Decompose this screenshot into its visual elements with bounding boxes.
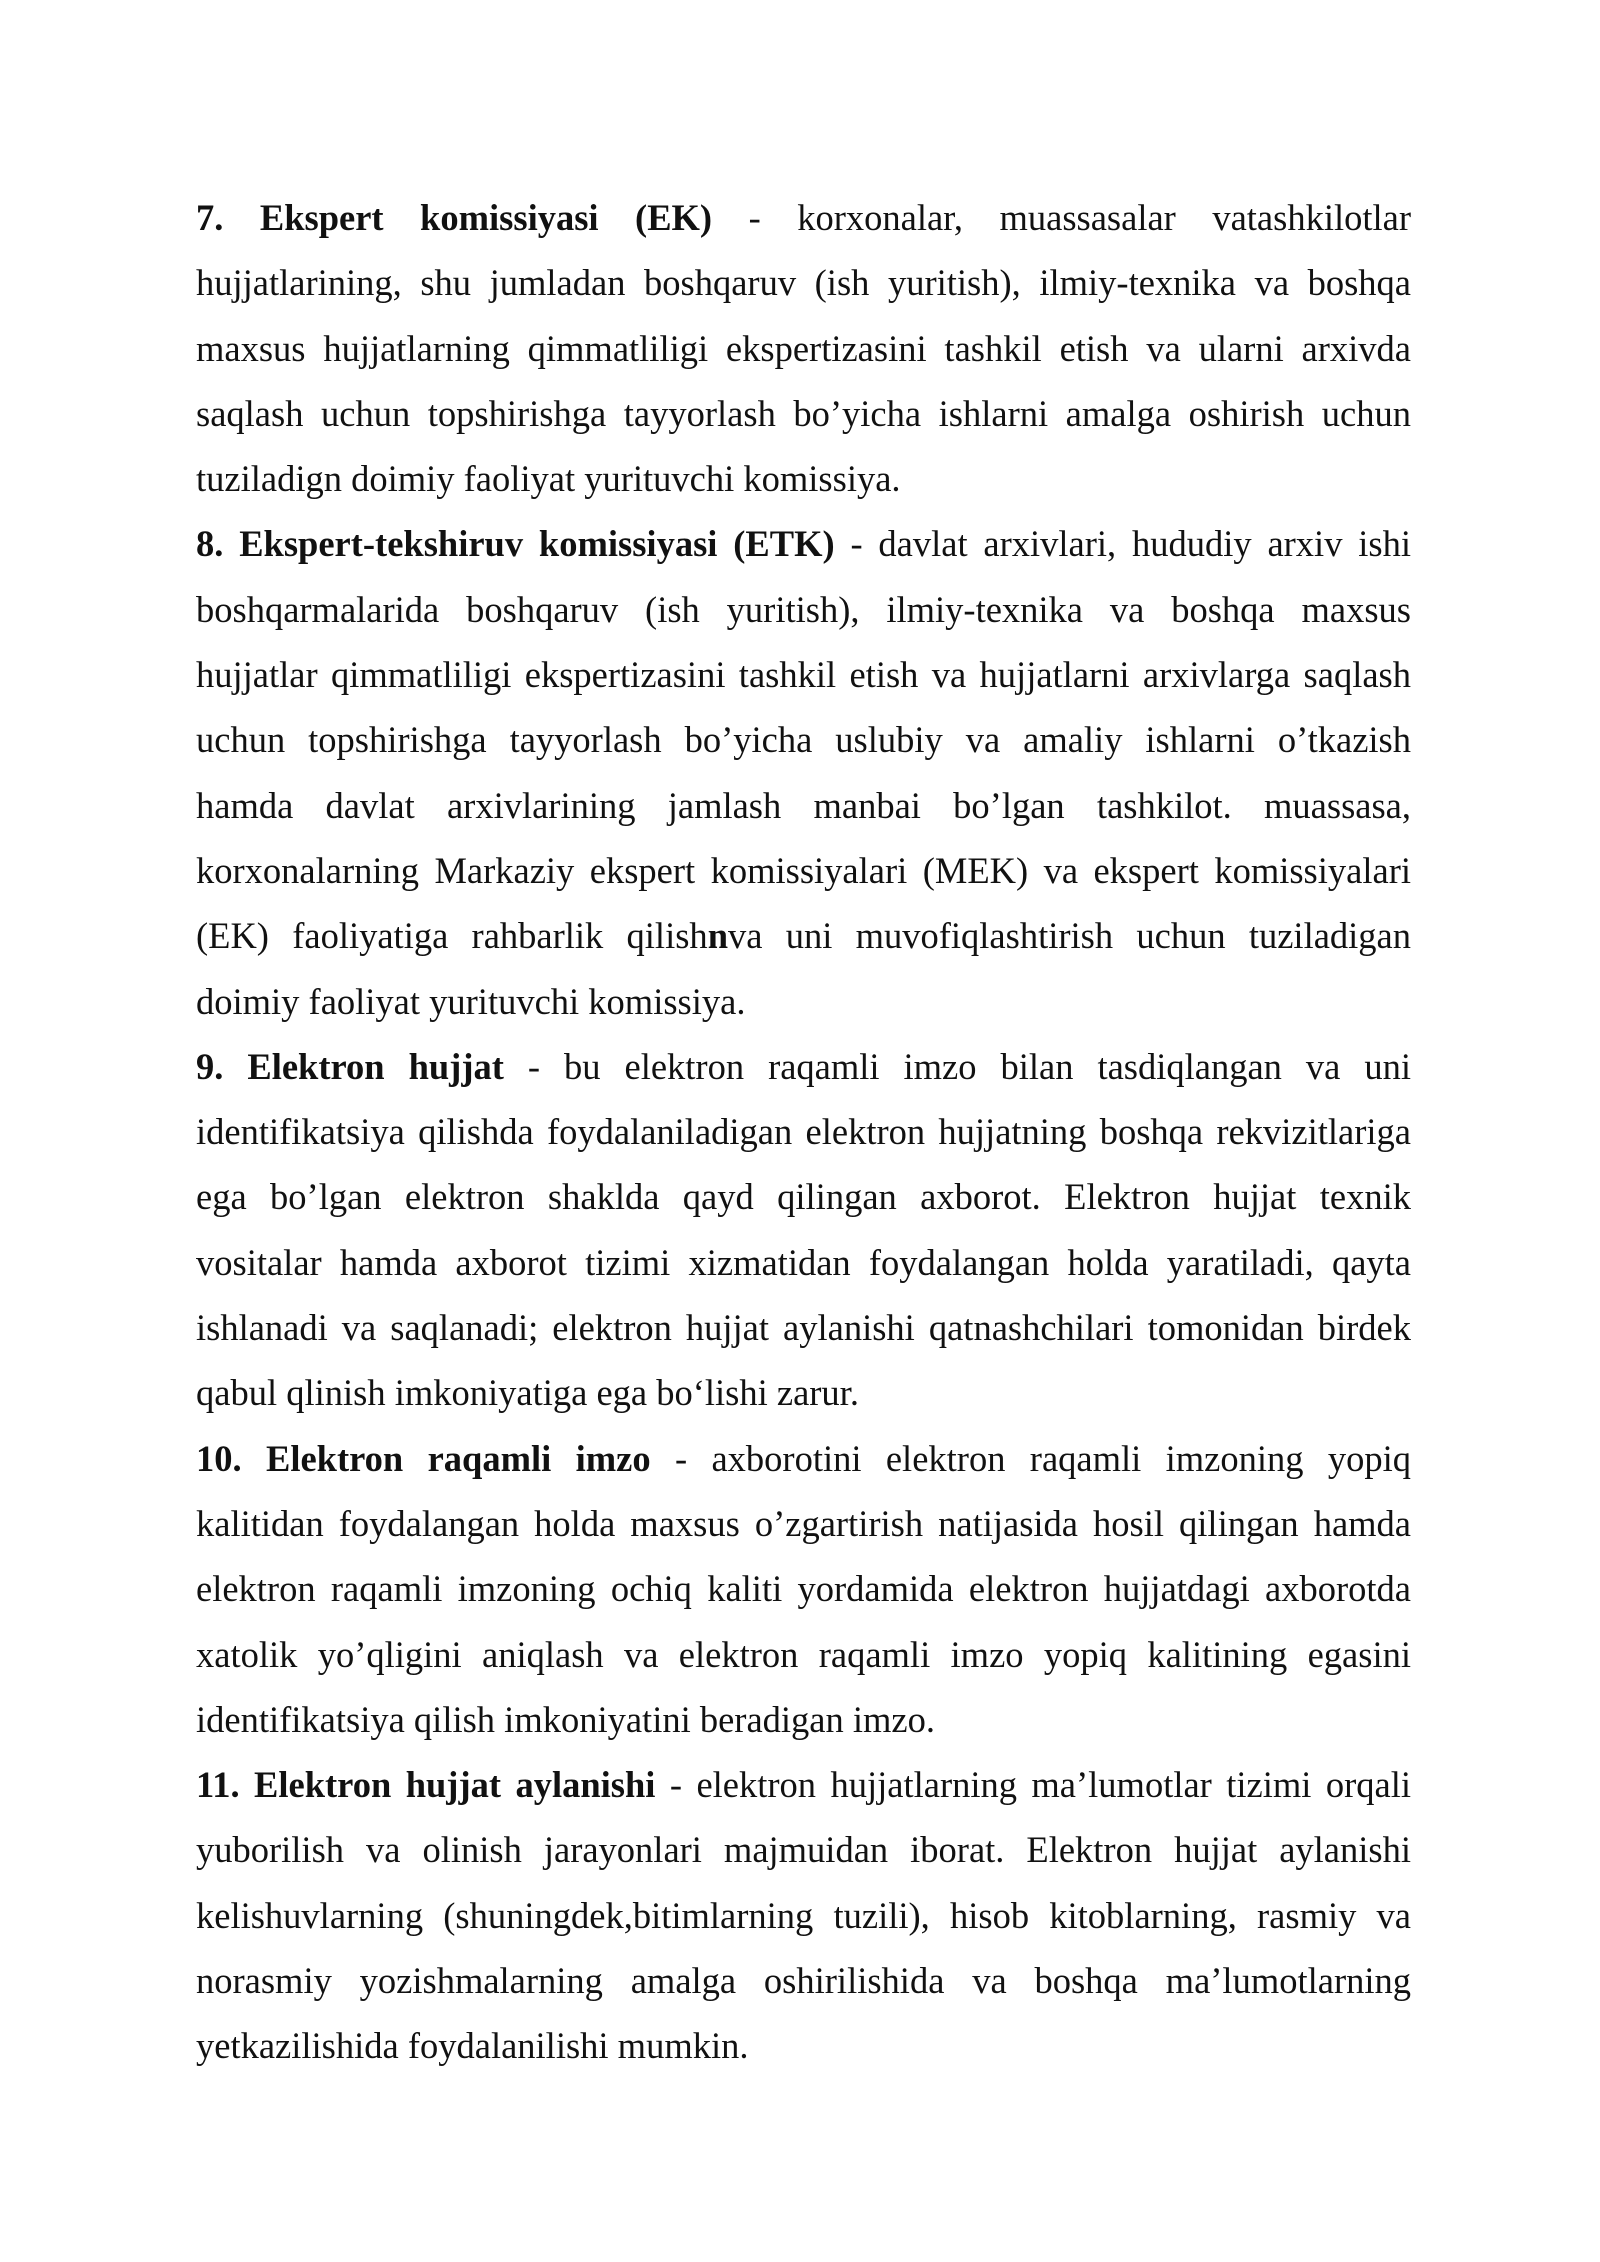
text-line <box>196 642 1411 707</box>
body-text: saqlash uchun topshirishga tayyorlash bo’yicha ishlarni amalga oshirish uchun <box>196 392 1411 434</box>
body-text: - davlat arxivlari, hududiy arxiv ishi <box>834 523 1411 565</box>
text-line <box>196 1883 1411 1948</box>
body-text: - korxonalar, muassasalar vatashkilotlar <box>712 197 1411 238</box>
bold-term-text: n <box>707 915 728 957</box>
text-line <box>196 838 1411 903</box>
body-text: kalitidan foydalangan holda maxsus o’zgartirish natijasida hosil qilingan hamda <box>196 1502 1411 1544</box>
text-line <box>196 1295 1411 1360</box>
body-text: kelishuvlarning (shuningdek,bitimlarning tuzili), hisob kitoblarning, rasmiy va <box>196 1894 1411 1936</box>
bold-term-text: 8. Ekspert-tekshiruv komissiyasi (ETK) <box>196 523 835 565</box>
body-text: hujjatlarining, shu jumladan boshqaruv (ish yuritish), ilmiy-texnika va boshqa <box>196 262 1411 304</box>
body-text: yetkazilishida foydalanilishi mumkin. <box>196 2025 749 2067</box>
body-text: identifikatsiya qilishda foydalaniladigan elektron hujjatning boshqa rekvizitlariga <box>196 1111 1411 1153</box>
definition-paragraph <box>196 185 1411 511</box>
body-text: xatolik yo’qligini aniqlash va elektron raqamli imzo yopiq kalitining egasini <box>196 1633 1411 1675</box>
bold-term-text: 11. Elektron hujjat aylanishi <box>196 1764 656 1806</box>
body-text: hamda davlat arxivlarining jamlash manbai bo’lgan tashkilot. muassasa, <box>196 784 1411 826</box>
text-line <box>196 1491 1411 1556</box>
body-text: - axborotini elektron raqamli imzoning yopiq <box>650 1437 1411 1479</box>
body-text: tuziladign doimiy faoliyat yurituvchi komissiya. <box>196 458 901 500</box>
text-line <box>196 2013 1411 2078</box>
text-line <box>196 1948 1411 2013</box>
body-text: uchun topshirishga tayyorlash bo’yicha uslubiy va amaliy ishlarni o’tkazish <box>196 719 1411 761</box>
text-line <box>196 446 1411 511</box>
text-line <box>196 773 1411 838</box>
body-text: - bu elektron raqamli imzo bilan tasdiqlangan va uni <box>503 1045 1411 1087</box>
text-line <box>196 903 1411 968</box>
document-body <box>196 185 1411 2079</box>
body-text: identifikatsiya qilish imkoniyatini beradigan imzo. <box>196 1698 935 1740</box>
body-text: maxsus hujjatlarning qimmatliligi ekspertizasini tashkil etish va ularni arxivda <box>196 327 1411 369</box>
bold-term-text: 7. Ekspert komissiyasi (EK) <box>196 197 713 238</box>
text-line <box>196 1752 1411 1817</box>
text-line <box>196 316 1411 381</box>
body-text: norasmiy yozishmalarning amalga oshirilishida va boshqa ma’lumotlarning <box>196 1960 1411 2002</box>
text-line <box>196 1556 1411 1621</box>
body-text: doimiy faoliyat yurituvchi komissiya. <box>196 980 746 1022</box>
text-line <box>196 185 1411 250</box>
bold-term-text: 9. Elektron hujjat <box>196 1045 504 1087</box>
body-text: vositalar hamda axborot tizimi xizmatidan foydalangan holda yaratiladi, qayta <box>196 1241 1411 1283</box>
body-text: ega bo’lgan elektron shaklda qayd qilingan axborot. Elektron hujjat texnik <box>196 1176 1411 1218</box>
body-text: hujjatlar qimmatliligi ekspertizasini tashkil etish va hujjatlarni arxivlarga saqlash <box>196 654 1411 696</box>
body-text: ishlanadi va saqlanadi; elektron hujjat aylanishi qatnashchilari tomonidan birdek <box>196 1307 1411 1349</box>
body-text: va uni muvofiqlashtirish uchun tuziladigan <box>728 915 1411 957</box>
definition-paragraph <box>196 1752 1411 2078</box>
text-line <box>196 577 1411 642</box>
text-line <box>196 381 1411 446</box>
body-text: elektron raqamli imzoning ochiq kaliti yordamida elektron hujjatdagi axborotda <box>196 1568 1411 1610</box>
text-line <box>196 707 1411 772</box>
body-text: boshqarmalarida boshqaruv (ish yuritish), ilmiy-texnika va boshqa maxsus <box>196 588 1411 630</box>
text-line <box>196 1164 1411 1229</box>
text-line <box>196 1622 1411 1687</box>
definition-paragraph <box>196 1426 1411 1752</box>
text-line <box>196 1360 1411 1425</box>
text-line <box>196 969 1411 1034</box>
body-text: - elektron hujjatlarning ma’lumotlar tizimi orqali <box>655 1764 1411 1806</box>
bold-term-text: 10. Elektron raqamli imzo <box>196 1437 651 1479</box>
text-line <box>196 250 1411 315</box>
text-line <box>196 1687 1411 1752</box>
body-text: yuborilish va olinish jarayonlari majmuidan iborat. Elektron hujjat aylanishi <box>196 1829 1411 1871</box>
definition-paragraph <box>196 1034 1411 1426</box>
definition-paragraph <box>196 511 1411 1033</box>
text-line <box>196 1817 1411 1882</box>
body-text: (EK) faoliyatiga rahbarlik qilish <box>196 915 708 957</box>
text-line <box>196 1426 1411 1491</box>
body-text: korxonalarning Markaziy ekspert komissiyalari (MEK) va ekspert komissiyalari <box>196 849 1411 891</box>
text-line <box>196 1099 1411 1164</box>
text-line <box>196 511 1411 576</box>
body-text: qabul qlinish imkoniyatiga ega bo‘lishi zarur. <box>196 1372 859 1414</box>
text-line <box>196 1034 1411 1099</box>
text-line <box>196 1230 1411 1295</box>
